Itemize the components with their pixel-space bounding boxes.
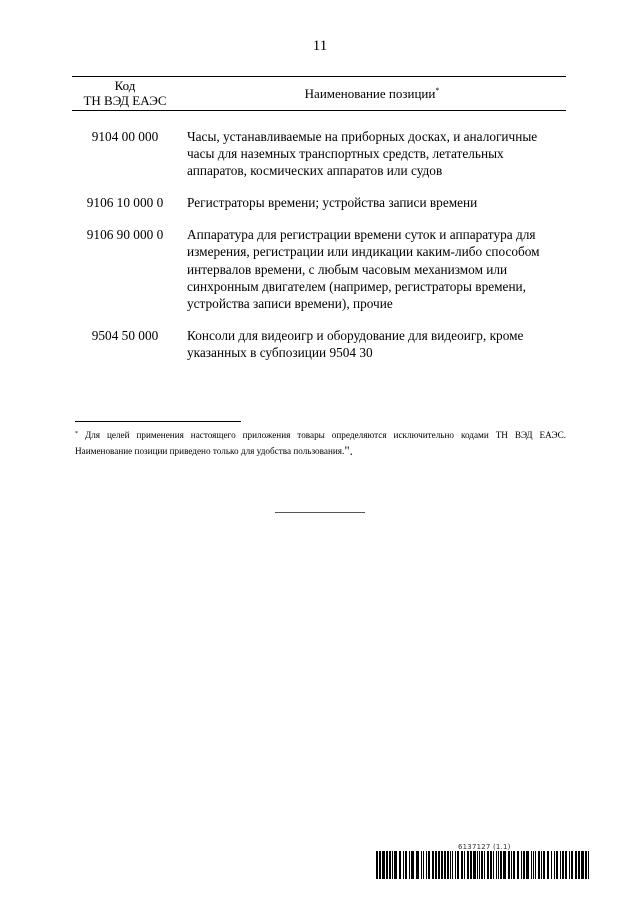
row-description: Часы, устанавливаемые на приборных досках, и аналогичные часы для наземных транспортных средств, летательных аппаратов, космических аппаратов или судов bbox=[187, 129, 538, 179]
table-row bbox=[72, 194, 566, 211]
table-row bbox=[72, 226, 566, 311]
footnote-separator bbox=[75, 421, 241, 422]
row-code: 9106 10 000 0 bbox=[86, 195, 164, 211]
row-description: Аппаратура для регистрации времени суток и аппаратура для измерения, регистрации или индикации каким-либо способом интервалов времени, с любым часовым механизмом или синхронным двигателем (например, регистраторы времени, устройства записи времени), прочие bbox=[187, 227, 540, 311]
footnote-end-mark: ". bbox=[344, 443, 353, 458]
name-column-header bbox=[178, 77, 566, 110]
code-header-line1: Код bbox=[114, 78, 136, 93]
page-number: 11 bbox=[312, 38, 328, 54]
footnote bbox=[75, 428, 566, 459]
code-column-header bbox=[72, 77, 178, 110]
footnote-mark: * bbox=[75, 431, 78, 437]
row-code: 9104 00 000 bbox=[91, 129, 159, 144]
barcode-icon bbox=[376, 851, 589, 879]
row-code: 9106 90 000 0 bbox=[86, 227, 164, 243]
table-body bbox=[72, 111, 566, 361]
document-id: 6137127 (1.1) bbox=[458, 843, 511, 851]
row-code: 9504 50 000 bbox=[91, 327, 159, 343]
footnote-text: Для целей применения настоящего приложения товары определяются исключительно кодами ТН ВЭД ЕАЭС. Наименование позиции приведено только для удобства пользования. bbox=[75, 430, 567, 456]
table-header bbox=[72, 77, 566, 110]
end-of-document-line bbox=[275, 512, 365, 513]
row-description: Регистраторы времени; устройства записи времени bbox=[187, 195, 478, 211]
codes-table bbox=[72, 76, 566, 376]
name-header-footnote-mark: * bbox=[435, 86, 440, 95]
name-header-label: Наименование позиции bbox=[304, 85, 436, 101]
row-description: Консоли для видеоигр и оборудование для видеоигр, кроме указанных в субпозиции 9504 30 bbox=[187, 327, 524, 360]
table-row bbox=[72, 128, 566, 179]
code-header-line2: ТН ВЭД ЕАЭС bbox=[83, 93, 167, 108]
table-row bbox=[72, 327, 566, 361]
